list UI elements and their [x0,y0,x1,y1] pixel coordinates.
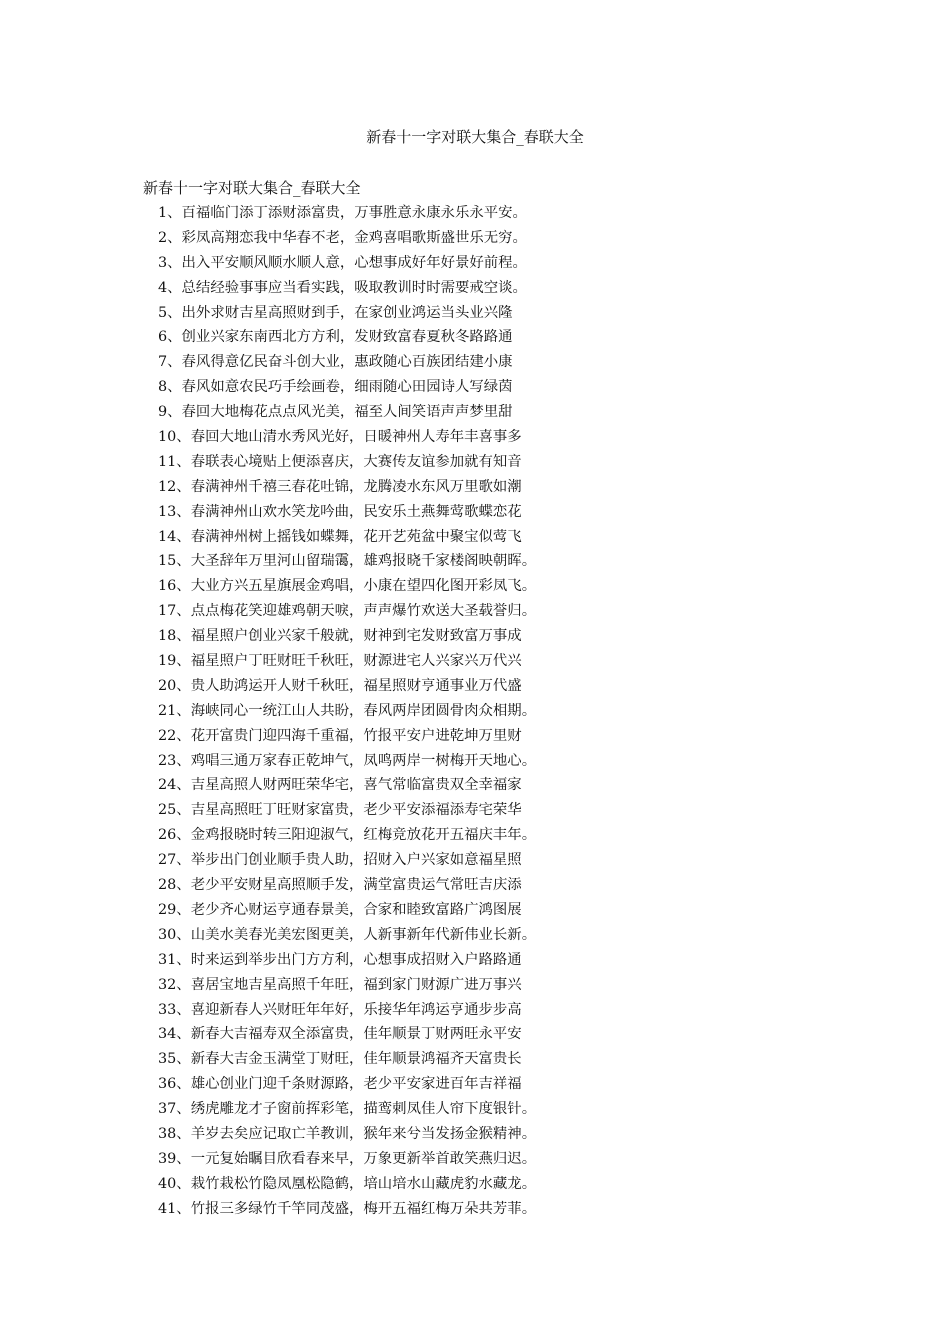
couplet-item: 37、绣虎雕龙才子窗前挥彩笔，描鸾刺凤佳人帘下度银针。 [158,1101,537,1118]
couplet-item: 35、新春大吉金玉满堂丁财旺，佳年顺景鸿福齐天富贵长 [158,1051,522,1068]
couplet-item: 32、喜居宝地吉星高照千年旺，福到家门财源广进万事兴 [158,976,522,993]
couplet-item: 9、春回大地梅花点点风光美，福至人间笑语声声梦里甜 [158,404,513,421]
couplet-item: 7、春风得意亿民奋斗创大业，惠政随心百族团结建小康 [158,354,513,371]
couplet-item: 10、春回大地山清水秀风光好，日暖神州人寿年丰喜事多 [158,429,522,446]
couplet-item: 31、时来运到举步出门方方利，心想事成招财入户路路通 [158,951,522,968]
couplet-item: 22、花开富贵门迎四海千重福，竹报平安户进乾坤万里财 [158,727,522,744]
couplet-item: 11、春联表心境贴上便添喜庆，大赛传友谊参加就有知音 [158,453,522,470]
couplet-item: 33、喜迎新春人兴财旺年年好，乐接华年鸿运亨通步步高 [158,1001,522,1018]
couplet-item: 14、春满神州树上摇钱如蝶舞，花开艺苑盆中聚宝似莺飞 [158,528,522,545]
couplet-item: 4、总结经验事事应当看实践，吸取教训时时需要戒空谈。 [158,279,527,296]
couplet-item: 2、彩凤高翔恋我中华春不老，金鸡喜唱歌斯盛世乐无穷。 [158,229,527,246]
couplet-item: 16、大业方兴五星旗展金鸡唱，小康在望四化图开彩凤飞。 [158,578,537,595]
couplet-item: 36、雄心创业门迎千条财源路，老少平安家进百年吉祥福 [158,1076,522,1093]
couplet-item: 6、创业兴家东南西北方方利，发财致富春夏秋冬路路通 [158,329,513,346]
couplet-item: 1、百福临门添丁添财添富贵，万事胜意永康永乐永平安。 [158,205,527,221]
couplet-item: 29、老少齐心财运亨通春景美，合家和睦致富路广鸿图展 [158,901,522,918]
couplet-item: 41、竹报三多绿竹千竿同茂盛，梅开五福红梅万朵共芳菲。 [158,1200,537,1217]
couplet-item: 18、福星照户创业兴家千般就，财神到宅发财致富万事成 [158,628,522,645]
couplet-item: 3、出入平安顺风顺水顺人意，心想事成好年好景好前程。 [158,254,527,271]
couplet-item: 13、春满神州山欢水笑龙吟曲，民安乐土燕舞莺歌蝶恋花 [158,503,522,520]
couplet-item: 17、点点梅花笑迎雄鸡朝天唳，声声爆竹欢送大圣载誉归。 [158,603,537,620]
couplet-item: 30、山美水美春光美宏图更美，人新事新年代新伟业长新。 [158,926,537,943]
couplet-item: 25、吉星高照旺丁旺财家富贵，老少平安添福添寿宅荣华 [158,802,522,819]
couplet-item: 40、栽竹栽松竹隐凤凰松隐鹤，培山培水山藏虎豹水藏龙。 [158,1175,537,1192]
couplet-item: 39、一元复始瞩目欣看春来早，万象更新举首敢笑燕归迟。 [158,1150,537,1167]
couplet-item: 8、春风如意农民巧手绘画卷，细雨随心田园诗人写绿茵 [158,379,513,396]
page-title: 新春十一字对联大集合_春联大全 [366,128,584,146]
couplet-item: 34、新春大吉福寿双全添富贵，佳年顺景丁财两旺永平安 [158,1026,522,1043]
section-heading: 新春十一字对联大集合_春联大全 [143,179,361,197]
couplet-item: 26、金鸡报晓时转三阳迎淑气，红梅竞放花开五福庆丰年。 [158,827,537,844]
couplet-item: 19、福星照户丁旺财旺千秋旺，财源进宅人兴家兴万代兴 [158,653,522,670]
couplet-item: 5、出外求财吉星高照财到手，在家创业鸿运当头业兴隆 [158,304,513,321]
couplet-item: 27、举步出门创业顺手贵人助，招财入户兴家如意福星照 [158,852,522,869]
couplet-item: 23、鸡唱三通万家春正乾坤气，凤鸣两岸一树梅开天地心。 [158,752,537,769]
couplet-item: 38、羊岁去矣应记取亡羊教训，猴年来兮当发扬金猴精神。 [158,1125,537,1142]
couplet-item: 24、吉星高照人财两旺荣华宅，喜气常临富贵双全幸福家 [158,777,522,794]
couplet-item: 20、贵人助鸿运开人财千秋旺，福星照财亨通事业万代盛 [158,677,522,694]
couplet-item: 21、海峡同心一统江山人共盼，春风两岸团圆骨肉众相期。 [158,702,537,719]
couplet-item: 28、老少平安财星高照顺手发，满堂富贵运气常旺吉庆添 [158,877,522,894]
couplet-item: 12、春满神州千禧三春花吐锦，龙腾凌水东风万里歌如潮 [158,478,522,495]
couplet-list [158,201,878,1222]
couplet-item: 15、大圣辞年万里河山留瑞霭，雄鸡报晓千家楼阁映朝晖。 [158,553,537,570]
